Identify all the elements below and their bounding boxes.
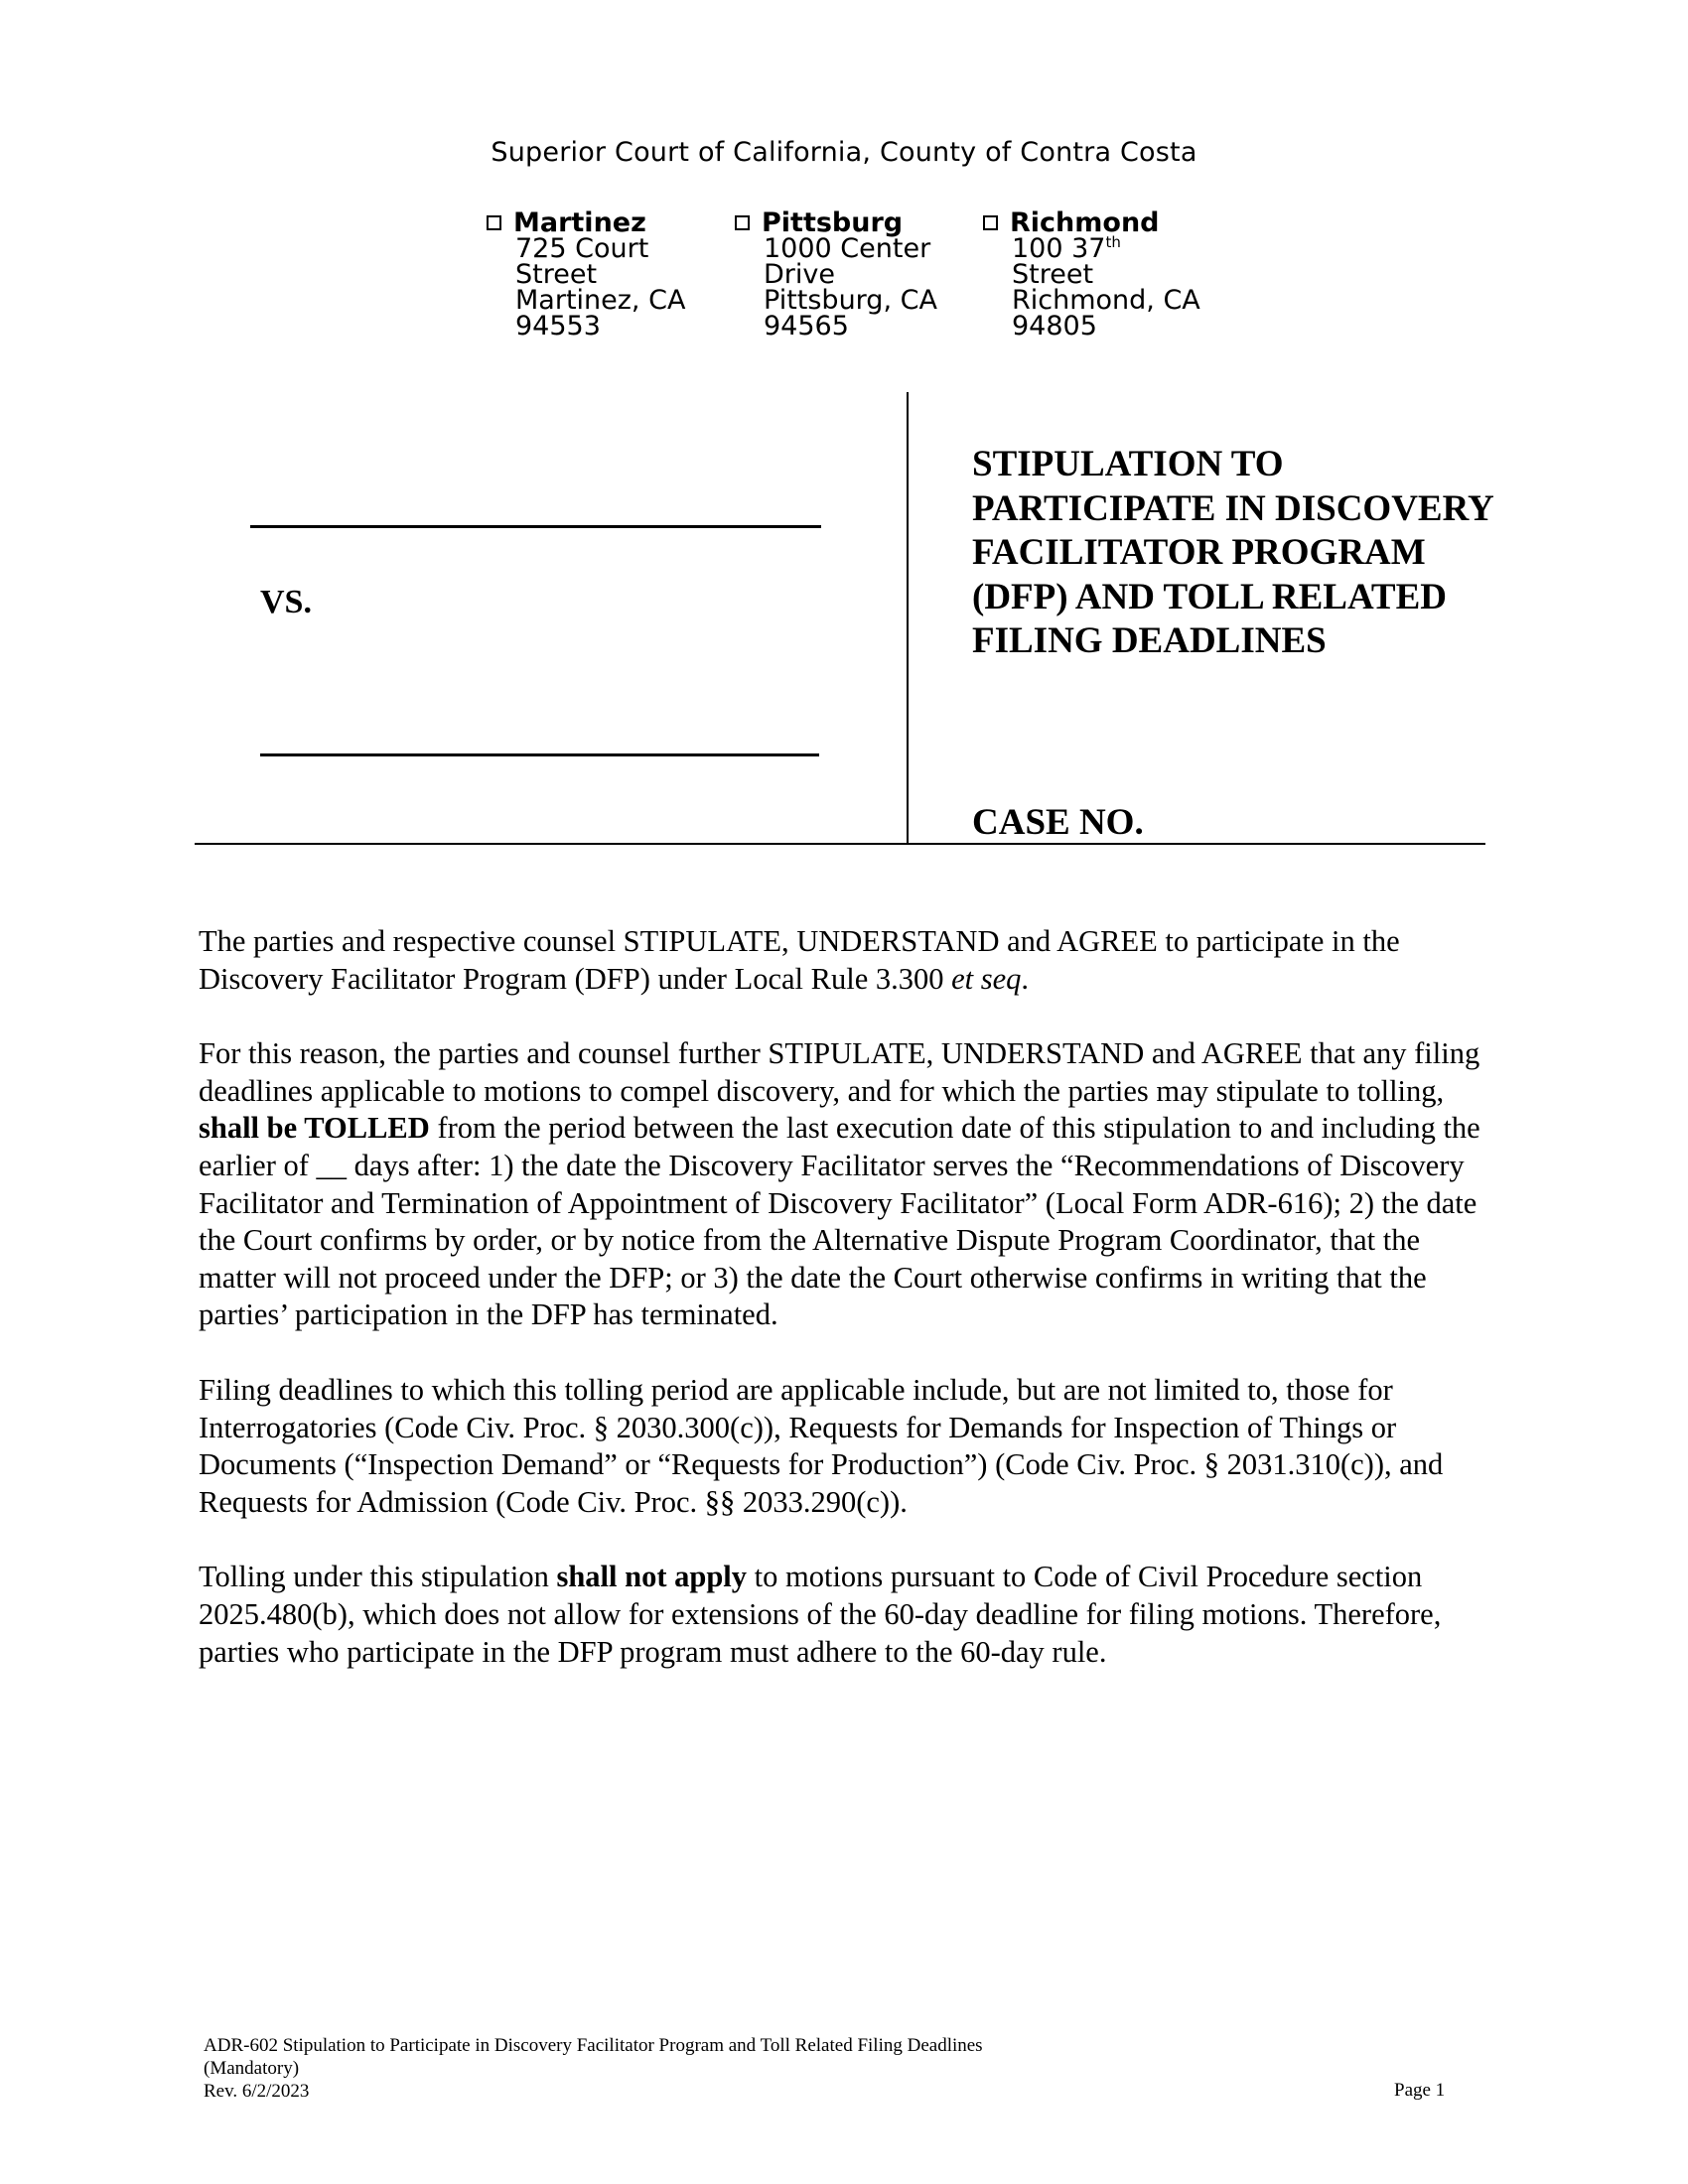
ordinal-suffix: th <box>1105 233 1121 251</box>
text-run: from the period between the last execution date of this stipulation to and including the earlier of __ days after: 1) the date the Discovery Facilitator serves the “Recommendations of Discovery Facilitator and Termination of Appointment of Discovery Facilitator” (Local Form ADR-616); 2) the date the Court confirms by order, or by notice from the Alternative Dispute Program Coordinator, that the matter will not proceed under the DFP; or 3) the date the Court otherwise confirms in writing that the parties’ participation in the DFP has terminated. <box>199 1111 1480 1332</box>
text-run: Tolling under this stipulation <box>199 1560 557 1594</box>
paragraph-participation <box>199 923 1499 998</box>
caption-divider-vertical <box>907 392 909 844</box>
address-line: Street <box>1012 259 1094 290</box>
checkbox-icon[interactable] <box>735 215 750 230</box>
address-line: 725 Court <box>515 233 649 264</box>
paragraph-tolling <box>199 1035 1499 1334</box>
text-run: The parties and respective counsel STIPULATE, UNDERSTAND and AGREE to participate in the Discovery Facilitator Program (DFP) under Local Rule 3.300 <box>199 924 1400 996</box>
address-line: 94565 <box>764 311 849 341</box>
stipulation-body <box>199 923 1499 1708</box>
address-line: Drive <box>764 259 835 290</box>
address-line: 94553 <box>515 311 601 341</box>
address-line: 1000 Center <box>764 233 931 264</box>
location-martinez <box>487 207 686 341</box>
court-name: Superior Court of California, County of Contra Costa <box>491 137 1197 168</box>
text-run: . <box>1021 961 1030 996</box>
location-name: Martinez <box>513 207 646 238</box>
page-number: Page 1 <box>1394 2080 1446 2101</box>
defendant-name-line[interactable] <box>260 753 819 756</box>
case-number-label: CASE NO. <box>972 802 1144 843</box>
paragraph-filing-deadlines: Filing deadlines to which this tolling period are applicable include, but are not limited to, those for Interrogatories (Code Civ. Proc. § 2030.300(c)), Requests for Demands for Inspection of Things or Documents (“Inspection Demand” or “Requests for Production”) (Code Civ. Proc. § 2031.310(c)), and Requests for Admission (Code Civ. Proc. §§ 2033.290(c)). <box>199 1372 1444 1519</box>
bold-text: shall not apply <box>556 1560 748 1594</box>
footer-revision: Rev. 6/2/2023 <box>204 2081 310 2102</box>
text-run: For this reason, the parties and counsel further STIPULATE, UNDERSTAND and AGREE that any filing deadlines applicable to motions to compel discovery, and for which the parties may stipulate to tolling, <box>199 1036 1480 1108</box>
checkbox-icon[interactable] <box>983 215 998 230</box>
footer <box>204 2034 983 2103</box>
address-line: Martinez, CA <box>515 285 686 316</box>
address-number: 100 37 <box>1012 233 1106 264</box>
footer-form-title: ADR-602 Stipulation to Participate in Discovery Facilitator Program and Toll Related Filing Deadlines <box>204 2035 983 2056</box>
footer-mandatory: (Mandatory) <box>204 2058 300 2079</box>
location-pittsburg <box>735 207 937 341</box>
location-name: Richmond <box>1010 207 1160 238</box>
bold-text: shall be TOLLED <box>199 1111 430 1146</box>
caption-divider-horizontal <box>195 843 1485 845</box>
address-line: 94805 <box>1012 311 1097 341</box>
document-title: STIPULATION TO PARTICIPATE IN DISCOVERY FACILITATOR PROGRAM (DFP) AND TOLL RELATED FILING DEADLINES <box>972 444 1493 661</box>
paragraph-exception <box>199 1559 1499 1671</box>
plaintiff-name-line[interactable] <box>250 525 821 528</box>
emphasis-text: et seq <box>951 961 1022 996</box>
address-line: Richmond, CA <box>1012 285 1200 316</box>
address-line: Street <box>515 259 598 290</box>
location-name: Pittsburg <box>762 207 904 238</box>
address-line: Pittsburg, CA <box>764 285 937 316</box>
checkbox-icon[interactable] <box>487 215 501 230</box>
versus-label: VS. <box>260 584 312 620</box>
text-run: to motions pursuant to Code of Civil Procedure section 2025.480(b), which does not allow for extensions of the 60-day deadline for filing motions. Therefore, parties who participate in the DFP program must adhere to the 60-day rule. <box>199 1560 1442 1669</box>
location-richmond <box>983 207 1200 341</box>
